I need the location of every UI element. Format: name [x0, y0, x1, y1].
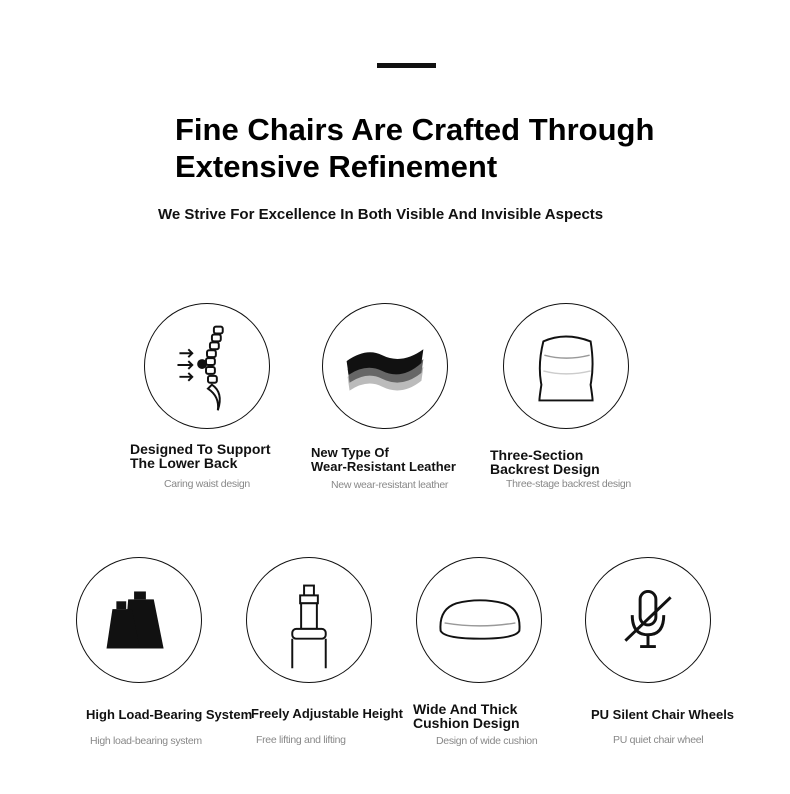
feature-desc-lower-back: Caring waist design: [164, 478, 250, 490]
feature-desc-wheels: PU quiet chair wheel: [613, 734, 704, 746]
accent-bar: [377, 63, 436, 68]
backrest-icon: [503, 303, 629, 429]
leather-layers-icon: [322, 303, 448, 429]
feature-title-load: High Load-Bearing System: [86, 707, 253, 722]
feature-title-cushion: Wide And Thick Cushion Design: [413, 701, 520, 731]
feature-desc-leather: New wear-resistant leather: [331, 479, 449, 491]
feature-title-wheels: PU Silent Chair Wheels: [591, 707, 735, 722]
page-subtitle: We Strive For Excellence In Both Visible And Invisible Aspects: [158, 206, 604, 223]
feature-title-lower-back: Designed To Support The Lower Back: [130, 441, 271, 471]
feature-desc-load: High load-bearing system: [90, 735, 202, 747]
feature-title-height: Freely Adjustable Height: [251, 706, 403, 721]
page-title: Fine Chairs Are Crafted Through Extensive Refinement: [175, 112, 655, 184]
feature-title-leather: New Type Of Wear-Resistant Leather: [311, 445, 456, 474]
weights-icon: [76, 557, 202, 683]
feature-desc-height: Free lifting and lifting: [256, 734, 346, 746]
feature-desc-backrest: Three-stage backrest design: [506, 478, 631, 490]
feature-title-backrest: Three-Section Backrest Design: [490, 447, 600, 477]
cushion-icon: [416, 557, 542, 683]
spine-support-icon: [144, 303, 270, 429]
gas-lift-icon: [246, 557, 372, 683]
feature-desc-cushion: Design of wide cushion: [436, 735, 538, 747]
muted-microphone-icon: [585, 557, 711, 683]
